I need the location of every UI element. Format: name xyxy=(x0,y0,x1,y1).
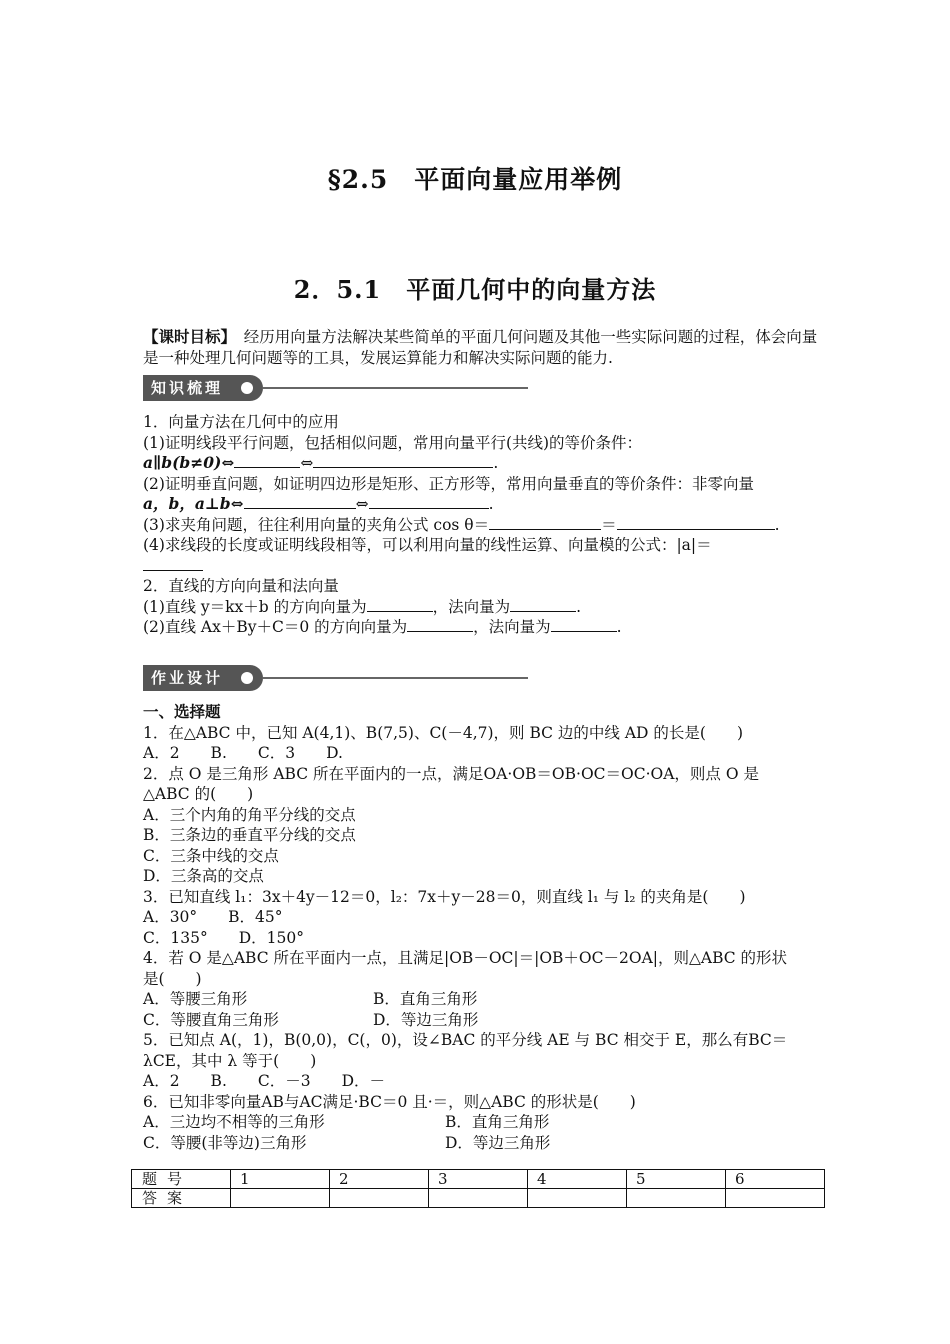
table-cell: 2 xyxy=(330,1170,429,1189)
answer-table-row xyxy=(132,1189,825,1208)
answer-cell[interactable] xyxy=(726,1189,825,1208)
answer-cell[interactable] xyxy=(528,1189,627,1208)
blank[interactable] xyxy=(367,597,433,612)
table-cell: 5 xyxy=(627,1170,726,1189)
hw-line: D．三条高的交点 xyxy=(143,867,264,885)
blank[interactable] xyxy=(313,453,493,468)
lesson-goal xyxy=(143,327,823,368)
q4-options-row1: A．等腰三角形 B．直角三角形 xyxy=(143,990,478,1008)
page-title: §2.5 平面向量应用举例 xyxy=(327,165,623,194)
banner-divider xyxy=(263,387,528,389)
hw-line: 4．若 O 是△ABC 所在平面内一点，且满足|OB－OC|＝|OB＋OC－2OA|，则△ABC 的形状 xyxy=(143,949,788,967)
knowledge-item2-2: (2)直线 Ax＋By＋C＝0 的方向向量为 ，法向量为 . xyxy=(143,618,622,636)
knowledge-item1-1b: a∥b(b≠0)⇔ ⇔ . xyxy=(143,453,499,472)
homework-banner xyxy=(143,665,528,691)
hw-line: A．三个内角的角平分线的交点 xyxy=(143,805,356,824)
answer-table xyxy=(131,1169,825,1208)
hw-line: C．135° D．150° xyxy=(143,928,304,947)
table-head-answer: 答案 xyxy=(132,1189,231,1208)
knowledge-item2-1: (1)直线 y＝kx＋b 的方向向量为 ，法向量为 . xyxy=(143,597,582,616)
knowledge-item1-1: (1)证明线段平行问题，包括相似问题，常用向量平行(共线)的等价条件： xyxy=(143,433,643,452)
knowledge-item2-title: 2．直线的方向向量和法向量 xyxy=(143,577,339,595)
knowledge-banner xyxy=(143,375,528,401)
hw-line: △ABC 的( ) xyxy=(143,785,254,803)
knowledge-item1-2b: a，b，a⊥b⇔ ⇔ . xyxy=(143,494,494,513)
hw-line: C．三条中线的交点 xyxy=(143,846,279,865)
blank[interactable] xyxy=(143,556,203,571)
hw-line: B．三条边的垂直平分线的交点 xyxy=(143,826,356,844)
goal-tag: 【课时目标】 xyxy=(143,327,229,346)
hw-line: 1．在△ABC 中，已知 A(4,1)、B(7,5)、C(－4,7)，则 BC 边的中线 AD 的长是( ) xyxy=(143,723,744,742)
part-title: 一、选择题 xyxy=(143,702,221,721)
answer-table-row xyxy=(132,1170,825,1189)
blank[interactable] xyxy=(510,597,576,612)
table-head-number: 题号 xyxy=(132,1170,231,1189)
blank[interactable] xyxy=(489,515,601,530)
answer-cell[interactable] xyxy=(231,1189,330,1208)
homework-label: 作业设计 xyxy=(143,665,263,691)
blank[interactable] xyxy=(369,494,489,509)
hw-line: 2．点 O 是三角形 ABC 所在平面内的一点，满足OA·OB＝OB·OC＝OC·OA，则点 O 是 xyxy=(143,764,759,783)
answer-cell[interactable] xyxy=(627,1189,726,1208)
q4-options-row2: C．等腰直角三角形 D．等边三角形 xyxy=(143,1010,479,1029)
knowledge-item1-3: (3)求夹角问题，往往利用向量的夹角公式 cos θ＝ ＝ . xyxy=(143,515,780,534)
blank[interactable] xyxy=(234,453,300,468)
hw-line: A．30° B．45° xyxy=(143,908,283,926)
section-subtitle: 2．5.1 平面几何中的向量方法 xyxy=(293,275,657,304)
homework-block xyxy=(143,702,823,1153)
hw-line: A．2 B. C．－3 D．－ xyxy=(143,1072,386,1090)
hw-line: 5．已知点 A(，1)，B(0,0)，C(，0)，设∠BAC 的平分线 AE 与 BC 相交于 E，那么有BC＝ xyxy=(143,1031,788,1049)
blank[interactable] xyxy=(617,515,775,530)
hw-line: 是( ) xyxy=(143,969,202,988)
answer-cell[interactable] xyxy=(330,1189,429,1208)
banner-dot-icon xyxy=(241,672,253,684)
q6-options-row2: C．等腰(非等边)三角形 D．等边三角形 xyxy=(143,1133,551,1152)
table-cell: 3 xyxy=(429,1170,528,1189)
table-cell: 4 xyxy=(528,1170,627,1189)
blank[interactable] xyxy=(244,494,356,509)
goal-text: 经历用向量方法解决某些简单的平面几何问题及其他一些实际问题的过程，体会向量是一种处理几何问题等的工具，发展运算能力和解决实际问题的能力. xyxy=(143,328,818,367)
answer-cell[interactable] xyxy=(429,1189,528,1208)
hw-line: 3．已知直线 l₁：3x＋4y－12＝0，l₂：7x＋y－28＝0，则直线 l₁ 与 l₂ 的夹角是( ) xyxy=(143,887,746,906)
banner-divider xyxy=(263,677,528,679)
knowledge-item1-title: 1．向量方法在几何中的应用 xyxy=(143,413,339,431)
table-cell: 6 xyxy=(726,1170,825,1189)
knowledge-block xyxy=(143,412,823,638)
knowledge-label: 知识梳理 xyxy=(143,375,263,401)
banner-dot-icon xyxy=(241,382,253,394)
blank[interactable] xyxy=(551,617,617,632)
table-cell: 1 xyxy=(231,1170,330,1189)
hw-line: A．2 B. C．3 D. xyxy=(143,744,343,762)
hw-line: λCE，其中 λ 等于( ) xyxy=(143,1051,317,1070)
knowledge-item1-4: (4)求线段的长度或证明线段相等，可以利用向量的线性运算、向量模的公式：|a|＝ xyxy=(143,536,712,554)
knowledge-item1-2: (2)证明垂直问题，如证明四边形是矩形、正方形等，常用向量垂直的等价条件：非零向量 xyxy=(143,474,754,493)
blank[interactable] xyxy=(407,617,473,632)
hw-line: 6．已知非零向量AB与AC满足·BC＝0 且·＝，则△ABC 的形状是( ) xyxy=(143,1092,636,1111)
q6-options-row1: A．三边均不相等的三角形 B．直角三角形 xyxy=(143,1113,550,1131)
